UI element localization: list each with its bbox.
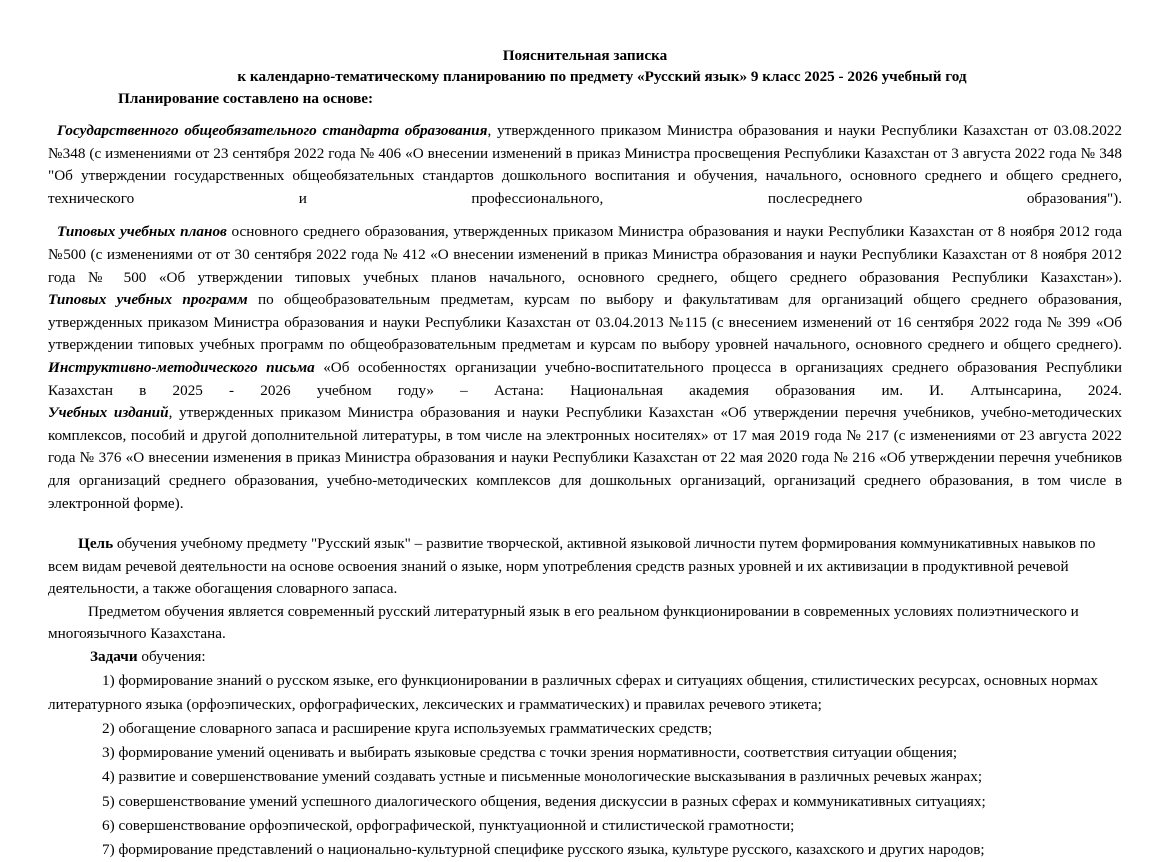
basis-lead-plans: Типовых учебных планов — [57, 223, 227, 241]
task-item: 6) совершенствование орфоэпической, орфографической, пунктуационной и стилистической грамотности; — [102, 816, 795, 834]
basis-body-letter: «Об особенностях организации учебно-воспитательного процесса в организациях среднего образования Республики Казахстан в 2025 - 2026 учебном году» – Астана: Национальная академия образования им. И. Алтынсарина, 2024. — [48, 358, 1123, 399]
basis-body-gos: , утвержденного приказом Министра образования и науки Республики Казахстан от 03.08.2022 №348 (с изменениями от 23 сентября 2022 года № 406 «О внесении изменений в приказ Министра просвещения Республики Казахстан от 3 августа 2022 года № 348 "Об утверждении государственных общеобязательных стандартов дошкольного воспитания и обучения, начального, основного среднего и общего среднего, технического и профессионального, послесреднего образования"). — [48, 122, 1122, 207]
planning-basis-heading: Планирование составлено на основе: — [118, 90, 374, 107]
basis-list — [48, 120, 1122, 515]
task-item: 5) совершенствование умений успешного диалогического общения, ведения дискуссии в разных сферах и коммуникативных ситуациях; — [102, 792, 986, 810]
goal-paragraph — [48, 533, 1122, 601]
document-content — [48, 46, 1122, 862]
basis-body-plans: основного среднего образования, утвержденных приказом Министра образования и науки Республики Казахстан от 8 ноября 2012 года №500 (с изменениями от от 30 сентября 2022 года № 412 «О внесении изменений в приказ Министра образования и науки Республики Казахстан от 8 ноября 2012 года № 500 «Об утверждении типовых учебных планов начального, основного среднего, общего среднего образования Республики Казахстан»). — [48, 223, 1122, 286]
task-item: 7) формирование представлений о национально-культурной специфике русского языка, культуре русского, казахского и других народов; — [102, 841, 985, 859]
tasks-heading — [48, 646, 1122, 669]
goal-body: обучения учебному предмету "Русский язык" – развитие творческой, активной языковой личности путем формирования коммуникативных навыков по всем видам речевой деятельности на основе освоения знаний о языке, норм употребления средств разных уровней и их активизации в продуктивной речевой деятельности, а также обогащения словарного запаса. — [48, 535, 1096, 598]
basis-paragraph-editions — [48, 402, 1122, 515]
task-item: 2) обогащение словарного запаса и расширение круга используемых грамматических средств; — [102, 720, 713, 738]
task-item: 1) формирование знаний о русском языке, его функционировании в различных сферах и ситуациях общения, стилистических ресурсах, основных нормах литературного языка (орфоэпических, орфографических, лексических и грамматических) и правилах речевого этикета; — [48, 671, 1099, 713]
basis-lead-editions: Учебных изданий — [48, 404, 169, 422]
basis-paragraph-programs — [48, 289, 1122, 357]
basis-lead-letter: Инструктивно-методического письма — [48, 358, 315, 376]
tasks-heading-lead: Задачи — [90, 648, 138, 666]
basis-body-programs: по общеобразовательным предметам, курсам по выбору и факультативам для организаций общего среднего образования, утвержденных приказом Министра образования и науки Республики Казахстан от 03.04.2013 №115 (с внесением изменений от 16 сентября 2022 года № 399 «Об утверждении типовых учебных программ по общеобразовательным предметам и курсам по выбору уровней начального, основного среднего и общего среднего). — [48, 291, 1123, 354]
task-item: 4) развитие и совершенствование умений создавать устные и письменные монологические высказывания в различных речевых жанрах; — [102, 768, 983, 786]
subject-paragraph: Предметом обучения является современный русский литературный язык в его реальном функционировании в современных условиях полиэтнического и многоязычного Казахстана. — [48, 602, 1079, 643]
basis-paragraph-gos — [48, 120, 1122, 210]
goal-section — [48, 533, 1122, 862]
document-subtitle-line: к календарно-тематическому планированию по предмету «Русский язык» 9 класс 2025 - 2026 учебный год — [237, 68, 967, 85]
tasks-heading-body: обучения: — [137, 648, 206, 666]
basis-lead-gos: Государственного общеобязательного стандарта образования — [57, 122, 488, 139]
basis-body-editions: , утвержденных приказом Министра образования и науки Республики Казахстан «Об утверждении перечня учебников, учебно-методических комплексов, пособий и другой дополнительной литературы, в том числе на электронных носителях» от 17 мая 2019 года № 217 (с изменениями от 23 августа 2022 года № 376 «О внесении изменения в приказ Министра образования и науки Республики Казахстан от 22 мая 2020 года № 216 «Об утверждении перечня учебников для организаций среднего образования, учебно-методических комплексов для дошкольных организаций, организаций среднего образования, в том числе в электронной форме). — [48, 404, 1122, 512]
task-item: 3) формирование умений оценивать и выбирать языковые средства с точки зрения нормативности, соответствия ситуации общения; — [102, 744, 958, 762]
document-title: Пояснительная записка — [502, 47, 668, 64]
basis-lead-programs: Типовых учебных программ — [48, 291, 248, 309]
goal-lead: Цель — [78, 535, 114, 553]
basis-paragraph-plans — [48, 221, 1122, 289]
basis-paragraph-letter — [48, 357, 1122, 402]
